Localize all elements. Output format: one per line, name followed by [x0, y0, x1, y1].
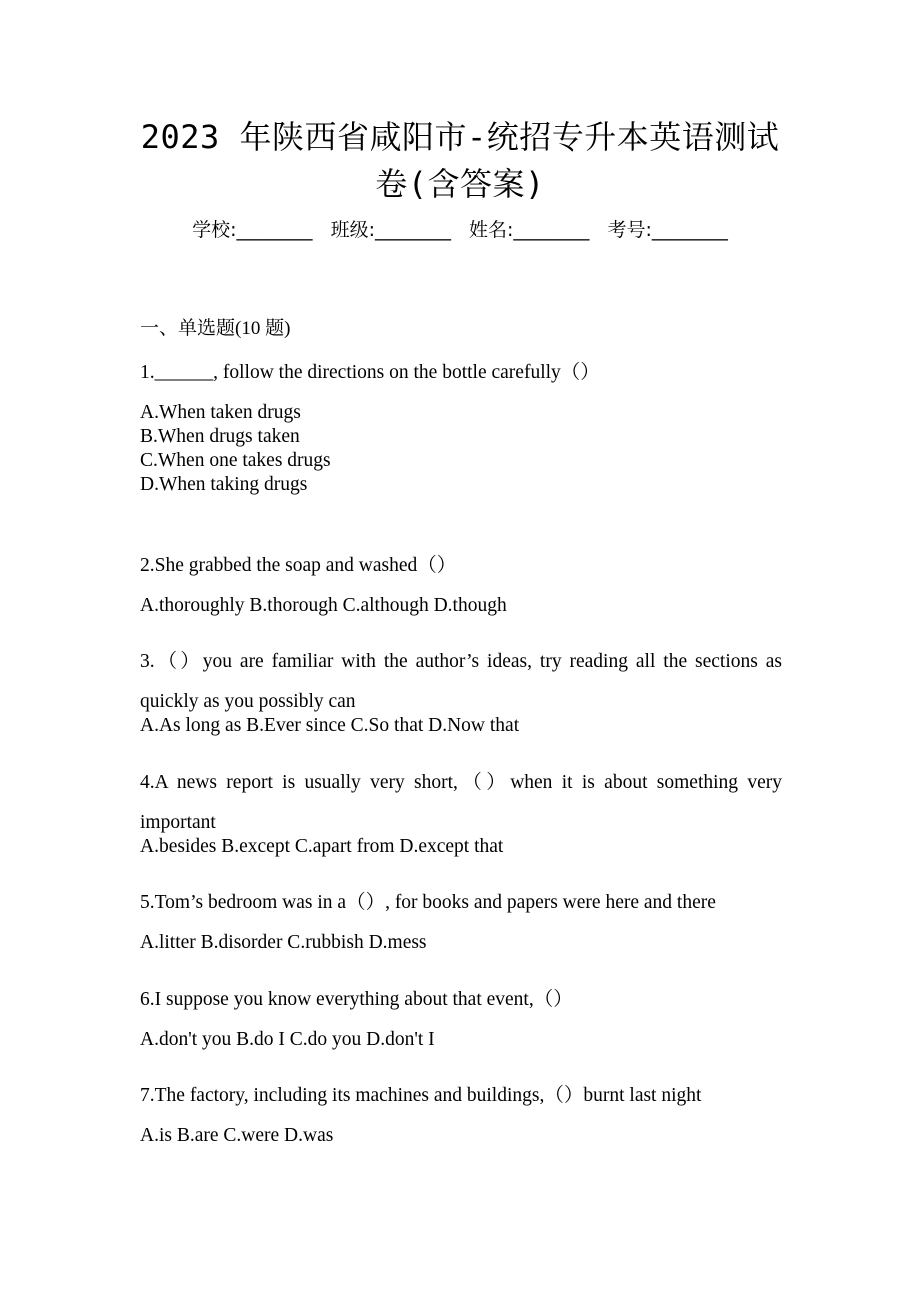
question-4-stem-line-2: important	[140, 812, 216, 833]
question-1-stem: 1.______, follow the directions on the bottle carefully（）	[140, 362, 600, 383]
question-3-options: A.As long as B.Ever since C.So that D.Now that	[140, 715, 520, 736]
section-heading: 一、单选题(10 题)	[140, 318, 291, 339]
question-6-stem: 6.I suppose you know everything about that event,（）	[140, 989, 573, 1010]
name-field: 姓名:________	[469, 219, 590, 241]
question-4-stem-line-1: 4.A news report is usually very short,（）when it is about something very	[140, 772, 782, 793]
question-5-stem: 5.Tom’s bedroom was in a（）, for books and papers were here and there	[140, 892, 716, 913]
question-1-option-a: A.When taken drugs	[140, 402, 301, 423]
question-4-options: A.besides B.except C.apart from D.except that	[140, 836, 504, 857]
question-2-options: A.thoroughly B.thorough C.although D.though	[140, 595, 507, 616]
question-5-options: A.litter B.disorder C.rubbish D.mess	[140, 932, 427, 953]
question-3-stem-line-1: 3.（）you are familiar with the author’s ideas, try reading all the sections as	[140, 651, 782, 672]
question-3-stem-line-2: quickly as you possibly can	[140, 691, 356, 712]
question-7-options: A.is B.are C.were D.was	[140, 1125, 334, 1146]
question-1-option-d: D.When taking drugs	[140, 474, 308, 495]
student-info-row	[0, 215, 920, 245]
question-7-stem: 7.The factory, including its machines and buildings,（）burnt last night	[140, 1085, 702, 1106]
exam-number-field: 考号:________	[607, 219, 728, 241]
class-field: 班级:________	[330, 219, 451, 241]
question-1-option-b: B.When drugs taken	[140, 426, 300, 447]
exam-title-line-1: 2023 年陕西省咸阳市-统招专升本英语测试	[140, 118, 780, 156]
question-1-option-c: C.When one takes drugs	[140, 450, 331, 471]
question-2-stem: 2.She grabbed the soap and washed（）	[140, 555, 457, 576]
exam-title-line-2: 卷(含答案)	[375, 165, 545, 203]
school-field: 学校:________	[192, 219, 313, 241]
question-6-options: A.don't you B.do I C.do you D.don't I	[140, 1029, 435, 1050]
